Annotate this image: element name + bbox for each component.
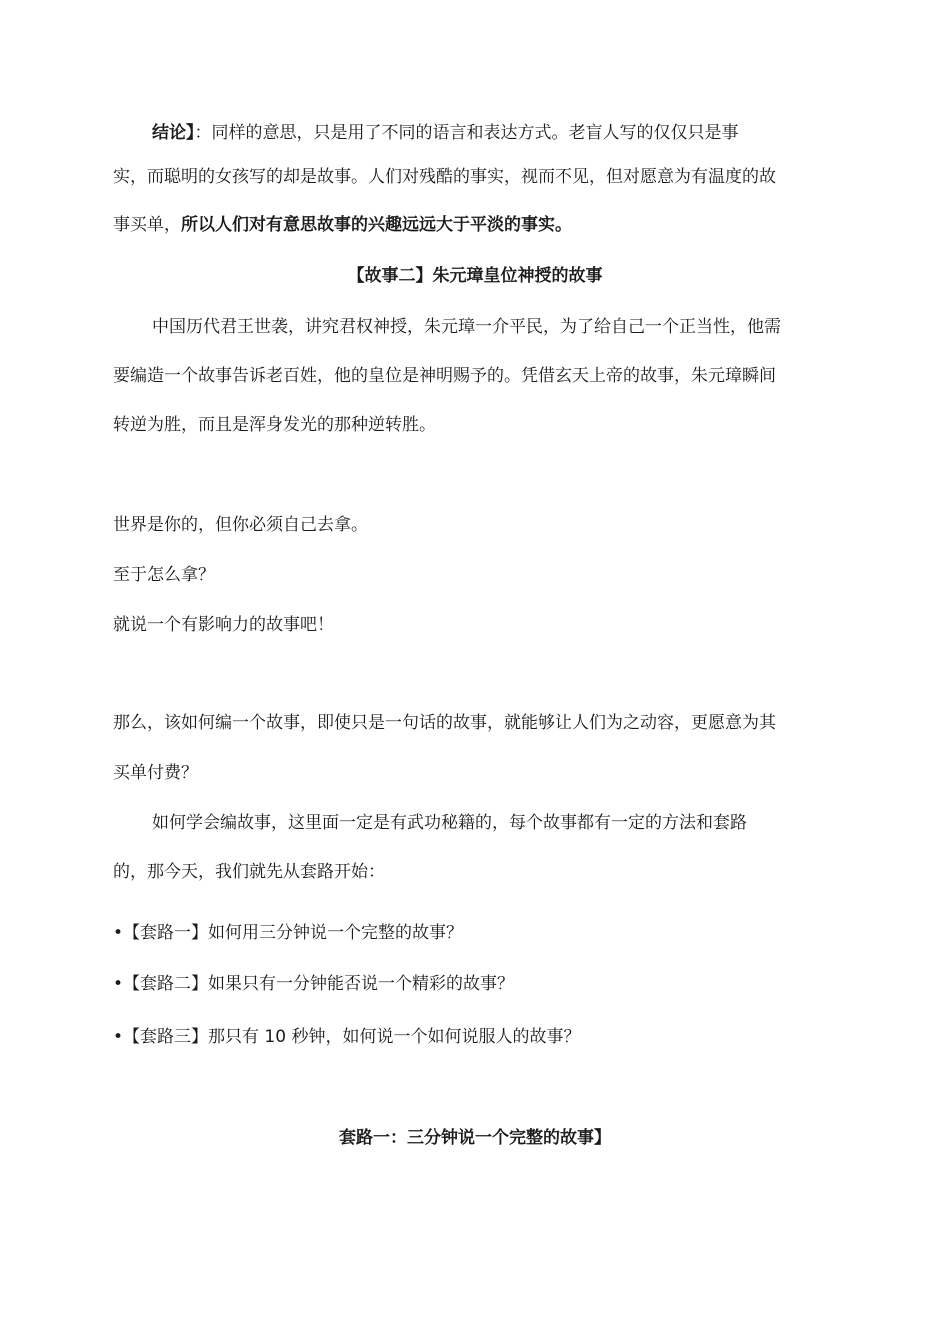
story2-line-3: 转逆为胜，而且是浑身发光的那种逆转胜。 [113,415,436,435]
question-line-2: 买单付费？ [113,763,198,783]
bullet-item-1: •【套路一】如何用三分钟说一个完整的故事？ [113,923,464,943]
bullet-item-3: •【套路三】那只有 10 秒钟，如何说一个如何说服人的故事？ [113,1027,581,1047]
conclusion-text-1: ：同样的意思，只是用了不同的语言和表达方式。老盲人写的仅仅只是事 [194,123,739,143]
world-line-3: 就说一个有影响力的故事吧！ [113,615,334,635]
conclusion-text-3: 事买单， [113,215,181,235]
question-line-1: 那么，该如何编一个故事，即使只是一句话的故事，就能够让人们为之动容，更愿意为其 [113,713,776,733]
story2-line-2: 要编造一个故事告诉老百姓，他的皇位是神明赐予的。凭借玄天上帝的故事，朱元璋瞬间 [113,366,776,386]
story2-heading: 【故事二】朱元璋皇位神授的故事 [347,266,603,286]
learn-line-1: 如何学会编故事，这里面一定是有武功秘籍的，每个故事都有一定的方法和套路 [152,813,747,833]
conclusion-bold-text: 所以人们对有意思故事的兴趣远远大于平淡的事实。 [181,215,572,235]
conclusion-line-2: 实，而聪明的女孩写的却是故事。人们对残酷的事实，视而不见，但对愿意为有温度的故 [113,167,776,187]
bullet-item-2: •【套路二】如果只有一分钟能否说一个精彩的故事？ [113,974,515,994]
conclusion-label: 结论】 [152,123,195,143]
world-line-2: 至于怎么拿？ [113,565,215,585]
story2-line-1: 中国历代君王世袭，讲究君权神授，朱元璋一介平民，为了给自己一个正当性，他需 [152,317,781,337]
section-heading: 套路一：三分钟说一个完整的故事】 [339,1128,611,1148]
learn-line-2: 的，那今天，我们就先从套路开始： [113,862,385,882]
conclusion-line-3 [113,214,572,236]
conclusion-line-1 [152,122,739,144]
world-line-1: 世界是你的，但你必须自己去拿。 [113,515,368,535]
